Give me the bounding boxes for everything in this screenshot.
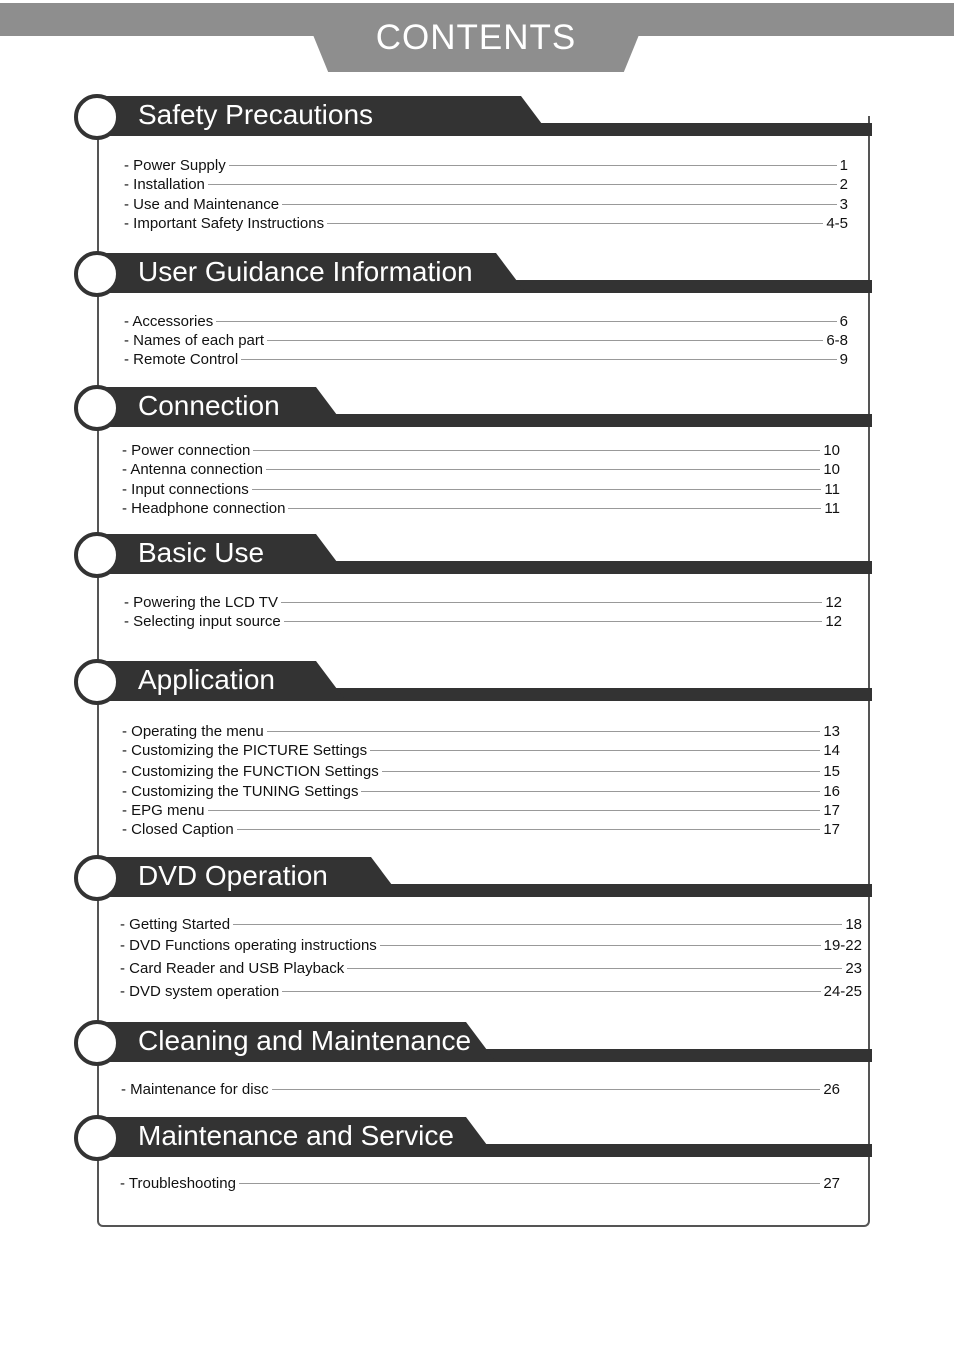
entry-page-number: 17 (823, 802, 840, 819)
toc-entry[interactable] (120, 960, 862, 978)
circle-icon (74, 1020, 120, 1066)
circle-icon (74, 94, 120, 140)
leader-line (282, 204, 837, 205)
entry-page-number: 6-8 (826, 332, 848, 349)
toc-entry[interactable] (122, 723, 840, 741)
toc-entry[interactable] (122, 442, 840, 460)
leader-line (216, 321, 836, 322)
leader-line (237, 829, 821, 830)
entry-label: - Input connections (122, 481, 249, 498)
entry-page-number: 23 (845, 960, 862, 977)
section-title: Cleaning and Maintenance (138, 1025, 472, 1056)
entry-page-number: 19-22 (823, 937, 862, 954)
entry-page-number: 14 (823, 742, 840, 759)
page-title: CONTENTS (375, 18, 577, 57)
entry-label: - Headphone connection (122, 500, 286, 517)
entry-label: - Power Supply (124, 157, 226, 174)
leader-line (327, 223, 823, 224)
entry-label: - Customizing the TUNING Settings (122, 783, 359, 800)
leader-line (239, 1183, 820, 1184)
circle-icon (74, 385, 120, 431)
leader-line (288, 508, 821, 509)
entry-page-number: 6 (839, 313, 848, 330)
section-title: Maintenance and Service (138, 1120, 454, 1151)
leader-line (253, 450, 820, 451)
entry-page-number: 24-25 (823, 983, 862, 1000)
entry-page-number: 12 (825, 613, 842, 630)
entry-page-number: 10 (823, 442, 840, 459)
entry-page-number: 11 (824, 500, 840, 517)
entry-label: - Installation (124, 176, 205, 193)
entry-page-number: 16 (823, 783, 840, 800)
entry-label: - Getting Started (120, 916, 231, 933)
entry-label: - Card Reader and USB Playback (120, 960, 345, 977)
section-title: Safety Precautions (138, 99, 374, 130)
circle-icon (74, 1115, 120, 1161)
leader-line (347, 968, 842, 969)
toc-entry[interactable] (120, 983, 862, 1001)
toc-entry[interactable] (124, 332, 848, 350)
entry-page-number: 9 (839, 351, 848, 368)
entry-page-number: 1 (839, 157, 848, 174)
leader-line (252, 489, 822, 490)
circle-icon (74, 659, 120, 705)
toc-entry[interactable] (122, 763, 840, 781)
entry-page-number: 15 (823, 763, 840, 780)
entry-page-number: 18 (845, 916, 862, 933)
toc-entry[interactable] (120, 937, 862, 955)
toc-entry[interactable] (122, 461, 840, 479)
entry-label: - Accessories (124, 313, 214, 330)
leader-line (272, 1089, 821, 1090)
leader-line (370, 750, 820, 751)
toc-entry[interactable] (122, 821, 840, 839)
entry-label: - Customizing the FUNCTION Settings (122, 763, 379, 780)
toc-entry[interactable] (124, 215, 848, 233)
leader-line (282, 991, 820, 992)
entry-page-number: 2 (839, 176, 848, 193)
entry-label: - Troubleshooting (120, 1175, 236, 1192)
leader-line (233, 924, 842, 925)
section-title: Application (138, 664, 275, 695)
toc-entry[interactable] (122, 783, 840, 801)
toc-entry[interactable] (122, 500, 840, 518)
leader-line (267, 731, 821, 732)
toc-entry[interactable] (124, 613, 842, 631)
entry-label: - Closed Caption (122, 821, 234, 838)
circle-icon (74, 251, 120, 297)
entry-label: - Customizing the PICTURE Settings (122, 742, 368, 759)
toc-entry[interactable] (122, 481, 840, 499)
toc-entry[interactable] (124, 157, 848, 175)
entry-label: - Powering the LCD TV (124, 594, 278, 611)
section-title: Basic Use (138, 537, 265, 568)
section-title: User Guidance Information (138, 256, 473, 287)
entry-label: - Use and Maintenance (124, 196, 280, 213)
entry-page-number: 12 (825, 594, 842, 611)
toc-entry[interactable] (124, 351, 848, 369)
entry-page-number: 10 (823, 461, 840, 478)
toc-entry[interactable] (120, 916, 862, 934)
entry-page-number: 4-5 (826, 215, 848, 232)
leader-line (361, 791, 820, 792)
entry-label: - Maintenance for disc (121, 1081, 269, 1098)
entry-label: - Operating the menu (122, 723, 264, 740)
leader-line (382, 771, 821, 772)
toc-entry[interactable] (122, 802, 840, 820)
entry-page-number: 17 (823, 821, 840, 838)
entry-label: - Important Safety Instructions (124, 215, 325, 232)
toc-entry[interactable] (124, 594, 842, 612)
leader-line (229, 165, 837, 166)
leader-line (281, 602, 822, 603)
entry-page-number: 11 (824, 481, 840, 498)
circle-icon (74, 532, 120, 578)
toc-entry[interactable] (124, 176, 848, 194)
entry-page-number: 3 (839, 196, 848, 213)
toc-entry[interactable] (121, 1081, 840, 1099)
leader-line (380, 945, 821, 946)
entry-label: - Names of each part (124, 332, 265, 349)
leader-line (266, 469, 820, 470)
toc-entry[interactable] (124, 313, 848, 331)
toc-entry[interactable] (124, 196, 848, 214)
leader-line (267, 340, 823, 341)
circle-icon (74, 855, 120, 901)
entry-label: - EPG menu (122, 802, 205, 819)
section-title: DVD Operation (138, 860, 328, 891)
entry-page-number: 26 (823, 1081, 840, 1098)
entry-page-number: 13 (823, 723, 840, 740)
entry-label: - DVD Functions operating instructions (120, 937, 377, 954)
section-title: Connection (138, 390, 280, 421)
toc-entry[interactable] (120, 1175, 840, 1193)
entry-label: - DVD system operation (120, 983, 280, 1000)
leader-line (208, 810, 821, 811)
entry-label: - Antenna connection (122, 461, 263, 478)
entry-page-number: 27 (823, 1175, 840, 1192)
entry-label: - Power connection (122, 442, 251, 459)
entry-label: - Selecting input source (124, 613, 281, 630)
entry-label: - Remote Control (124, 351, 239, 368)
leader-line (241, 359, 836, 360)
leader-line (284, 621, 823, 622)
leader-line (208, 184, 837, 185)
toc-entry[interactable] (122, 742, 840, 760)
